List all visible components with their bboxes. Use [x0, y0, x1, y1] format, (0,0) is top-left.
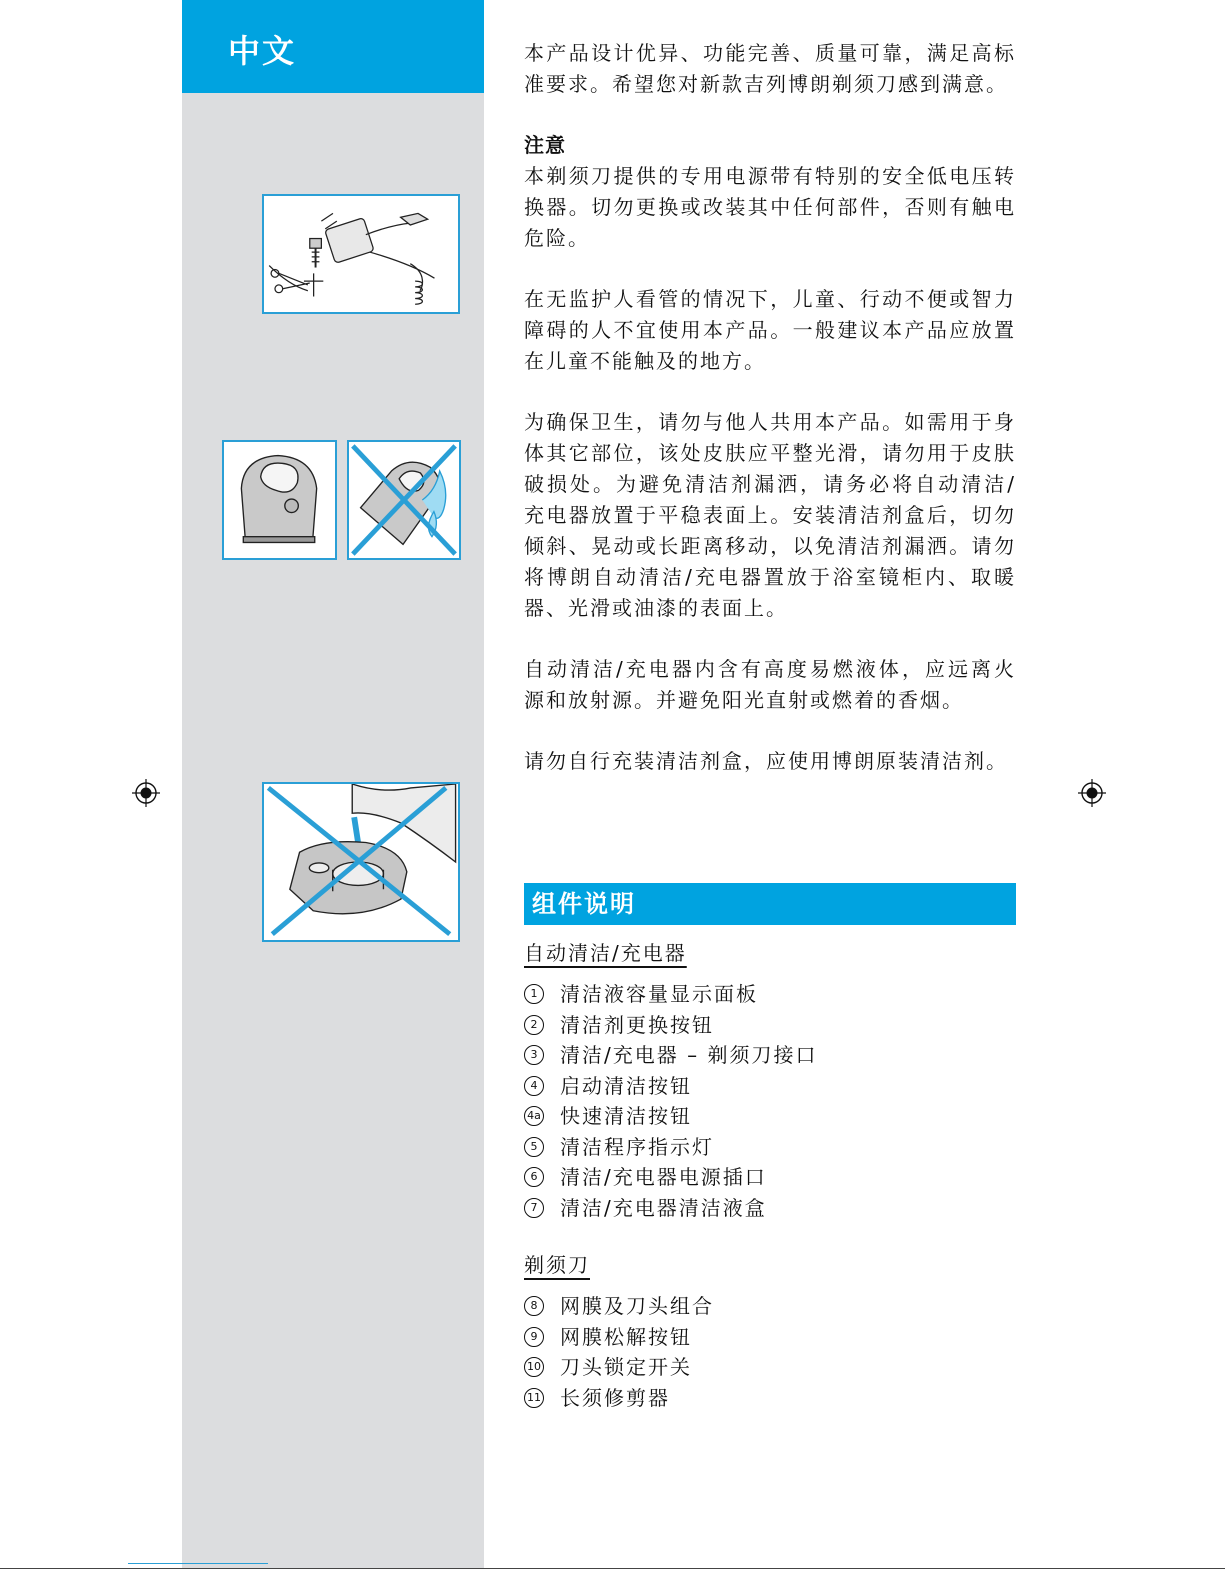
list-item — [524, 979, 1016, 1010]
registration-mark-icon — [132, 779, 160, 807]
item-label: 清洁剂更换按钮 — [560, 1012, 714, 1037]
item-number: 9 — [524, 1327, 544, 1347]
list-item — [524, 1010, 1016, 1041]
cleaner-subheading: 自动清洁/充电器 — [524, 941, 687, 965]
list-item — [524, 1162, 1016, 1193]
item-label: 清洁/充电器电源插口 — [560, 1165, 767, 1189]
list-item — [524, 1383, 1016, 1414]
warning-paragraph-children: 在无监护人看管的情况下，儿童、行动不便或智力障碍的人不宜使用本产品。一般建议本产品应放置在儿童不能触及的地方。 — [524, 287, 1016, 373]
page-bottom-rule — [0, 1568, 1225, 1569]
item-label: 网膜松解按钮 — [560, 1324, 692, 1349]
item-number: 5 — [524, 1137, 544, 1157]
cleaner-components-list — [524, 979, 1016, 1223]
item-number: 1 — [524, 984, 544, 1004]
shaver-subheading: 剃须刀 — [524, 1253, 590, 1277]
warning-paragraph-hygiene: 为确保卫生，请勿与他人共用本产品。如需用于身体其它部位，该处皮肤应平整光滑，请勿用于皮肤破损处。为避免清洁剂漏洒，请务必将自动清洁/充电器放置于平稳表面上。安装清洁剂盒后，切勿倾斜、晃动或长距离移动，以免清洁剂漏洒。请勿将博朗自动清洁/充电器置放于浴室镜柜内、取暖器、光滑或油漆的表面上。 — [524, 410, 1016, 620]
power-supply-illustration — [262, 194, 460, 314]
item-label: 快速清洁按钮 — [560, 1104, 692, 1128]
item-label: 长须修剪器 — [560, 1385, 670, 1410]
bottom-crop-line — [128, 1563, 268, 1564]
list-item — [524, 1132, 1016, 1163]
item-label: 清洁液容量显示面板 — [560, 982, 758, 1006]
item-number: 4 — [524, 1076, 544, 1096]
main-content — [524, 38, 1016, 1413]
item-label: 清洁程序指示灯 — [560, 1134, 714, 1159]
refill-prohibited-illustration — [262, 782, 460, 942]
warning-paragraph-flammable: 自动清洁/充电器内含有高度易燃液体，应远离火源和放射源。并避免阳光直射或燃着的香烟。 — [524, 657, 1016, 712]
list-item — [524, 1291, 1016, 1322]
list-item — [524, 1322, 1016, 1353]
item-label: 清洁/充电器 – 剃须刀接口 — [560, 1043, 818, 1067]
shaver-components-list — [524, 1291, 1016, 1413]
warning-paragraph-power: 本剃须刀提供的专用电源带有特别的安全低电压转换器。切勿更换或改装其中任何部件，否则有触电危险。 — [524, 164, 1016, 250]
item-number: 11 — [524, 1388, 544, 1408]
warning-heading: 注意 — [524, 133, 566, 157]
warning-paragraph-refill: 请勿自行充装清洁剂盒，应使用博朗原装清洁剂。 — [524, 749, 1008, 773]
item-number: 6 — [524, 1167, 544, 1187]
intro-paragraph: 本产品设计优异、功能完善、质量可靠，满足高标准要求。希望您对新款吉列博朗剃须刀感到满意。 — [524, 41, 1016, 96]
item-label: 网膜及刀头组合 — [560, 1294, 714, 1318]
item-label: 启动清洁按钮 — [560, 1073, 692, 1098]
list-item — [524, 1193, 1016, 1224]
list-item — [524, 1071, 1016, 1102]
cartridge-tilted-prohibited-illustration — [347, 440, 461, 560]
list-item — [524, 1040, 1016, 1071]
registration-mark-icon — [1078, 779, 1106, 807]
item-number: 7 — [524, 1198, 544, 1218]
list-item — [524, 1352, 1016, 1383]
item-number: 8 — [524, 1296, 544, 1316]
item-number: 2 — [524, 1015, 544, 1035]
language-label: 中文 — [228, 32, 297, 70]
item-number: 10 — [524, 1357, 544, 1377]
item-number: 4a — [524, 1106, 544, 1126]
item-label: 清洁/充电器清洁液盒 — [560, 1195, 767, 1220]
list-item — [524, 1101, 1016, 1132]
item-label: 刀头锁定开关 — [560, 1355, 692, 1379]
item-number: 3 — [524, 1045, 544, 1065]
components-section-title: 组件说明 — [524, 883, 1016, 925]
cartridge-correct-illustration — [222, 440, 337, 560]
